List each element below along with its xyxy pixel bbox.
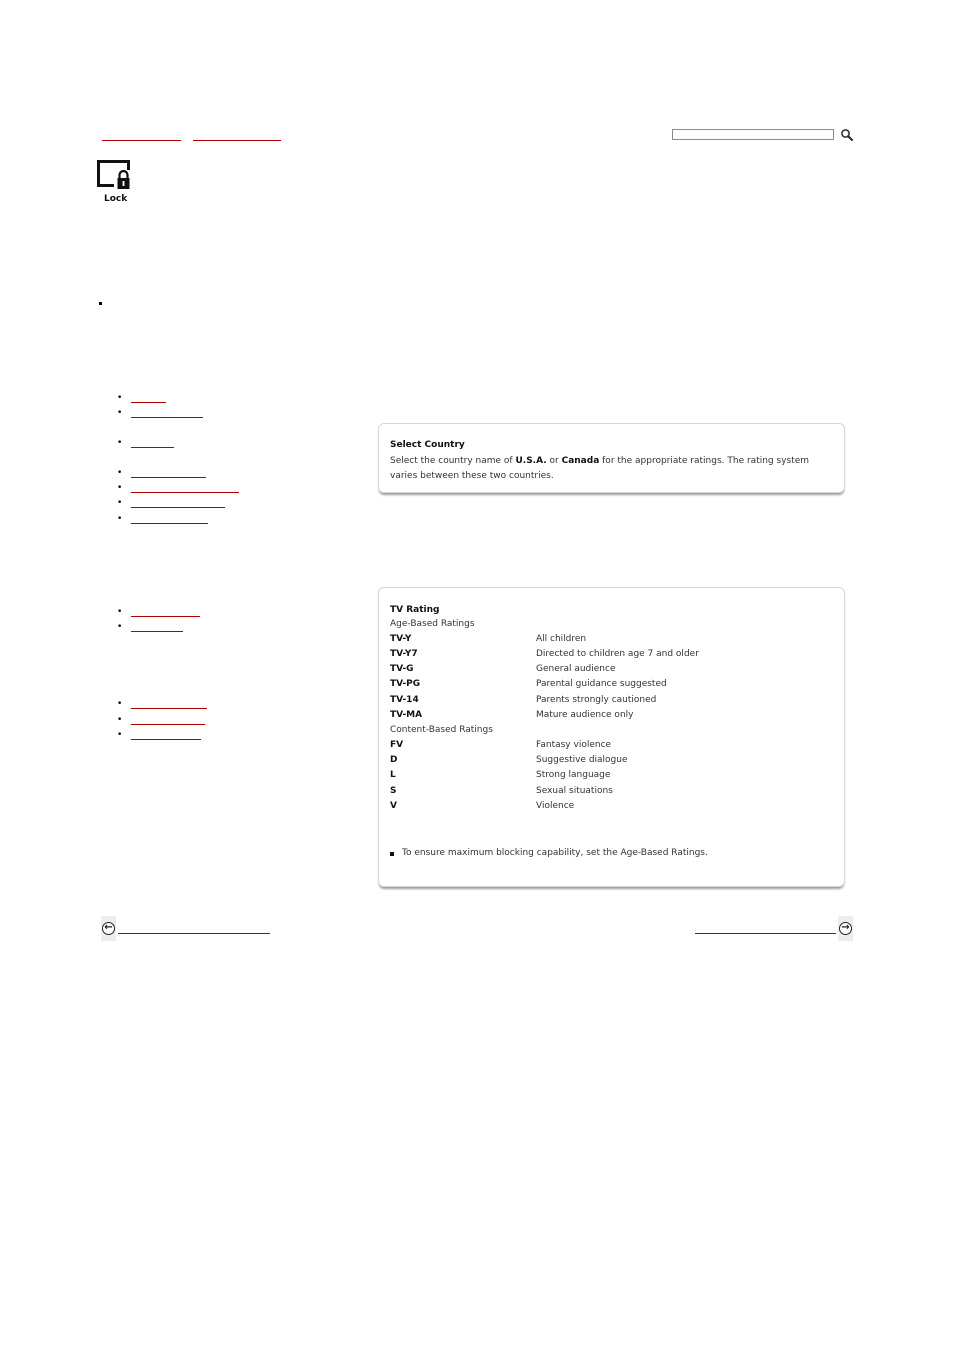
rating-row: [390, 647, 699, 662]
sidebar-item[interactable]: •: [131, 731, 201, 740]
sidebar-link[interactable]: [131, 731, 201, 740]
rating-desc: General audience: [536, 664, 616, 674]
country-usa: U.S.A.: [515, 456, 547, 466]
sidebar-item[interactable]: •: [131, 484, 239, 493]
select-country-text-part: for the appropriate ratings. The rating system: [599, 456, 810, 466]
rating-row: [390, 784, 613, 799]
sidebar-item[interactable]: •: [131, 394, 166, 403]
rating-row: [390, 677, 667, 692]
rating-row: [390, 693, 656, 708]
search-icon[interactable]: [840, 128, 854, 142]
rating-code: TV-G: [390, 664, 414, 674]
note-bullet-icon: [390, 852, 394, 856]
prev-page-link[interactable]: [118, 924, 270, 934]
lock-icon: [97, 160, 135, 192]
country-canada: Canada: [561, 456, 600, 466]
select-country-title: Select Country: [390, 440, 465, 450]
select-country-card: [378, 423, 845, 493]
rating-desc: Sexual situations: [536, 786, 613, 796]
sidebar-link[interactable]: [131, 515, 208, 524]
rating-desc: Parental guidance suggested: [536, 679, 667, 689]
select-country-text: [390, 454, 809, 484]
rating-code: V: [390, 801, 397, 811]
square-marker: [99, 302, 102, 305]
sidebar-link[interactable]: [131, 394, 166, 403]
rating-desc: Parents strongly cautioned: [536, 695, 657, 705]
rating-row: [390, 708, 633, 723]
sidebar-link[interactable]: [131, 439, 174, 448]
age-based-heading: Age-Based Ratings: [390, 619, 475, 629]
breadcrumb-link-1[interactable]: [102, 131, 181, 141]
next-page-link[interactable]: [695, 924, 836, 934]
select-country-text-part: varies between these two countries.: [390, 471, 554, 481]
rating-row: [390, 768, 610, 783]
rating-desc: Suggestive dialogue: [536, 755, 628, 765]
rating-desc: Mature audience only: [536, 710, 634, 720]
sidebar-item[interactable]: •: [131, 439, 174, 448]
rating-desc: All children: [536, 634, 587, 644]
rating-desc: Strong language: [536, 770, 611, 780]
sidebar-link[interactable]: [131, 469, 206, 478]
sidebar-link[interactable]: [131, 484, 239, 493]
rating-row: [390, 632, 586, 647]
lock-icon-label: Lock: [104, 194, 128, 204]
rating-desc: Fantasy violence: [536, 740, 612, 750]
sidebar-link[interactable]: [131, 716, 205, 725]
sidebar-item[interactable]: •: [131, 515, 208, 524]
sidebar-item[interactable]: •: [131, 499, 225, 508]
note-text: To ensure maximum blocking capability, set the Age-Based Ratings.: [402, 848, 708, 858]
sidebar-link[interactable]: [131, 608, 200, 617]
breadcrumb-link-2[interactable]: [193, 131, 281, 141]
rating-code: TV-Y7: [390, 649, 418, 659]
select-country-text-part: Select the country name of: [390, 456, 516, 466]
arrow-left-circle-icon[interactable]: ←: [102, 922, 115, 935]
rating-code: TV-Y: [390, 634, 412, 644]
rating-code: FV: [390, 740, 404, 750]
rating-row: [390, 753, 628, 768]
select-country-text-part: or: [546, 456, 562, 466]
sidebar-item[interactable]: •: [131, 700, 207, 709]
sidebar-item[interactable]: •: [131, 409, 203, 418]
tv-rating-title: TV Rating: [390, 605, 440, 615]
sidebar-item[interactable]: •: [131, 608, 200, 617]
rating-code: TV-14: [390, 695, 419, 705]
rating-row: [390, 799, 574, 814]
rating-code: L: [390, 770, 396, 780]
sidebar-link[interactable]: [131, 409, 203, 418]
sidebar-link[interactable]: [131, 623, 183, 632]
sidebar-item[interactable]: •: [131, 716, 205, 725]
search-input[interactable]: [672, 129, 834, 140]
rating-code: S: [390, 786, 397, 796]
sidebar-item[interactable]: •: [131, 623, 183, 632]
content-based-heading: Content-Based Ratings: [390, 725, 493, 735]
tv-rating-card: [378, 587, 845, 887]
rating-code: D: [390, 755, 398, 765]
rating-desc: Violence: [536, 801, 575, 811]
sidebar-link[interactable]: [131, 499, 225, 508]
rating-code: TV-MA: [390, 710, 423, 720]
rating-row: [390, 738, 611, 753]
rating-desc: Directed to children age 7 and older: [536, 649, 699, 659]
arrow-right-circle-icon[interactable]: →: [839, 922, 852, 935]
rating-row: [390, 662, 616, 677]
sidebar-item[interactable]: •: [131, 469, 206, 478]
rating-code: TV-PG: [390, 679, 421, 689]
sidebar-link[interactable]: [131, 700, 207, 709]
